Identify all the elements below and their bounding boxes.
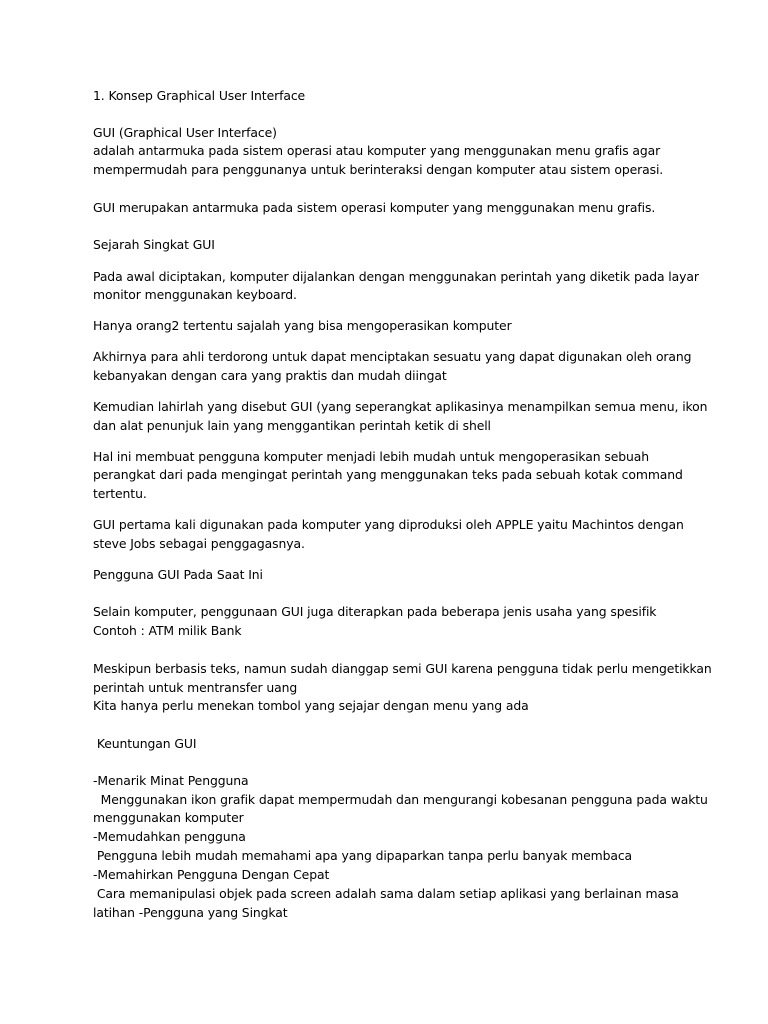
heading-keuntungan-gui: Keuntungan GUI (93, 736, 197, 751)
paragraph-line: adalah antarmuka pada sistem operasi atau komputer yang menggunakan menu grafis agar (93, 143, 661, 158)
paragraph-line: Hanya orang2 tertentu sajalah yang bisa mengoperasikan komputer (93, 318, 512, 333)
heading-sejarah-gui: Sejarah Singkat GUI (93, 237, 215, 252)
paragraph-line: perintah untuk mentransfer uang (93, 680, 298, 695)
heading-pengguna-gui: Pengguna GUI Pada Saat Ini (93, 567, 263, 582)
paragraph-line: GUI pertama kali digunakan pada komputer yang diproduksi oleh APPLE yaitu Machintos dengan (93, 517, 684, 532)
paragraph-line: kebanyakan dengan cara yang praktis dan mudah diingat (93, 368, 447, 383)
list-item-title: -Memudahkan pengguna (93, 829, 246, 844)
list-item-text: Pengguna lebih mudah memahami apa yang dipaparkan tanpa perlu banyak membaca (93, 848, 633, 863)
list-item-title: -Memahirkan Pengguna Dengan Cepat (93, 867, 330, 882)
paragraph-line: Pada awal diciptakan, komputer dijalankan dengan menggunakan perintah yang diketik pada layar (93, 269, 699, 284)
list-item-text: menggunakan komputer (93, 810, 244, 825)
paragraph-line: Meskipun berbasis teks, namun sudah dianggap semi GUI karena pengguna tidak perlu mengetikkan (93, 661, 712, 676)
paragraph-line: Selain komputer, penggunaan GUI juga diterapkan pada beberapa jenis usaha yang spesifik (93, 604, 657, 619)
paragraph-line: Contoh : ATM milik Bank (93, 623, 242, 638)
list-item-text: Cara memanipulasi objek pada screen adalah sama dalam setiap aplikasi yang berlainan masa (93, 886, 679, 901)
paragraph-line: tertentu. (93, 486, 147, 501)
paragraph-line: GUI merupakan antarmuka pada sistem operasi komputer yang menggunakan menu grafis. (93, 200, 656, 215)
paragraph-line: Kemudian lahirlah yang disebut GUI (yang seperangkat aplikasinya menampilkan semua menu, ikon (93, 399, 708, 414)
heading-konsep-gui: 1. Konsep Graphical User Interface (93, 88, 306, 103)
paragraph-line: Hal ini membuat pengguna komputer menjadi lebih mudah untuk mengoperasikan sebuah (93, 449, 650, 464)
paragraph-line: dan alat penunjuk lain yang menggantikan perintah ketik di shell (93, 418, 491, 433)
list-item-title: -Menarik Minat Pengguna (93, 773, 249, 788)
paragraph-line: steve Jobs sebagai penggagasnya. (93, 536, 305, 551)
list-item-text: Menggunakan ikon grafik dapat mempermudah dan mengurangi kobesanan pengguna pada waktu (93, 792, 708, 807)
paragraph-line: monitor menggunakan keyboard. (93, 287, 297, 302)
term-gui: GUI (Graphical User Interface) (93, 125, 277, 140)
paragraph-line: perangkat dari pada mengingat perintah yang menggunakan teks pada sebuah kotak command (93, 467, 683, 482)
paragraph-line: Akhirnya para ahli terdorong untuk dapat menciptakan sesuatu yang dapat digunakan oleh orang (93, 349, 692, 364)
paragraph-line: Kita hanya perlu menekan tombol yang sejajar dengan menu yang ada (93, 698, 529, 713)
paragraph-line: mempermudah para penggunanya untuk berinteraksi dengan komputer atau sistem operasi. (93, 162, 664, 177)
list-item-text: latihan -Pengguna yang Singkat (93, 905, 288, 920)
